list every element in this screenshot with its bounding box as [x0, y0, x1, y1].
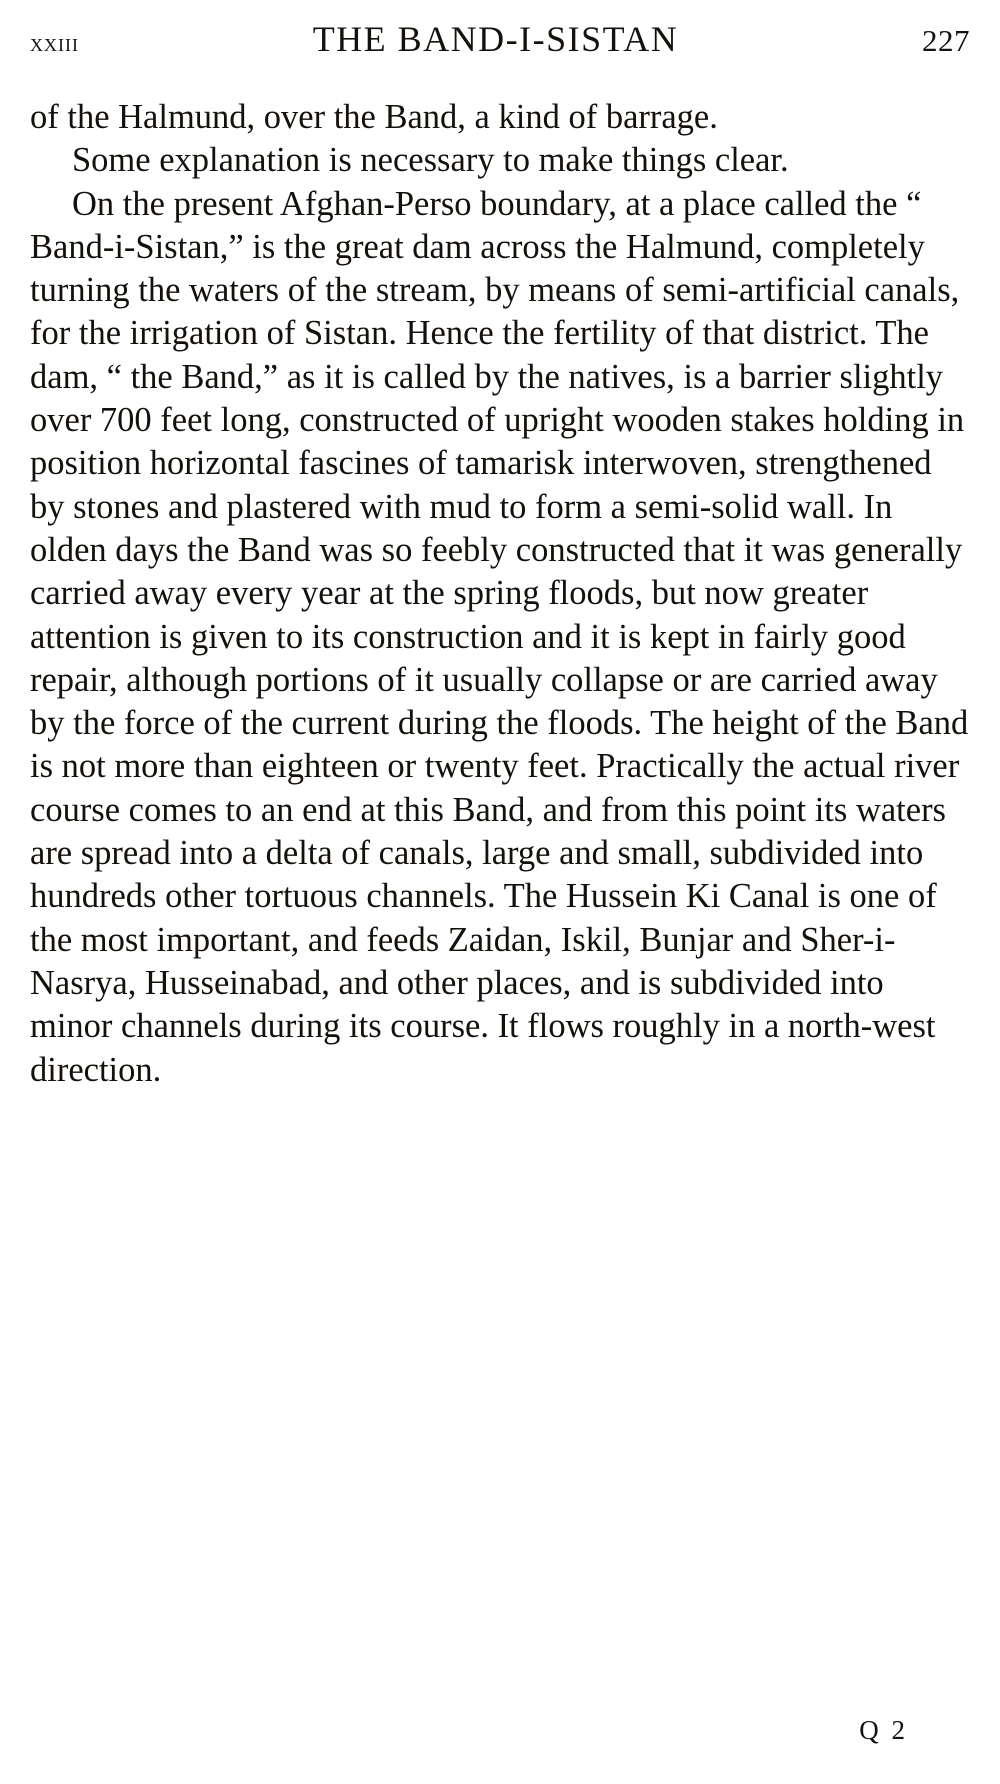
chapter-number: xxiii — [30, 28, 79, 57]
page-title: THE BAND-I-SISTAN — [312, 19, 679, 59]
running-head — [30, 18, 970, 68]
body-text — [30, 96, 970, 1092]
paragraph: of the Halmund, over the Band, a kind of barrage. — [30, 98, 718, 136]
signature-mark: Q 2 — [859, 1715, 908, 1745]
page-number: 227 — [922, 23, 970, 58]
paragraph: On the present Afghan-Perso boundary, at a place called the “ Band-i-Sistan,” is the great dam across the Halmund, completely turning the waters of the stream, by means of semi-artificial canals, for the irrigation of Sistan. Hence the fertility of that district. The dam, “ the Band,” as it is called by the natives, is a barrier slightly over 700 feet long, constructed of upright wooden stakes holding in position horizontal fascines of tamarisk interwoven, strengthened by stones and plastered with mud to form a semi-solid wall. In olden days the Band was so feebly constructed that it was generally carried away every year at the spring floods, but now greater attention is given to its construction and it is kept in fairly good repair, although portions of it usually collapse or are carried away by the force of the current during the floods. The height of the Band is not more than eighteen or twenty feet. Practically the actual river course comes to an end at this Band, and from this point its waters are spread into a delta of canals, large and small, subdivided into hundreds other tortuous channels. The Hussein Ki Canal is one of the most important, and feeds Zaidan, Iskil, Bunjar and Sher-i-Nasrya, Husseinabad, and other places, and is subdivided into minor channels during its course. It flows roughly in a north-west direction. — [30, 184, 969, 1089]
paragraph: Some explanation is necessary to make things clear. — [72, 141, 789, 180]
